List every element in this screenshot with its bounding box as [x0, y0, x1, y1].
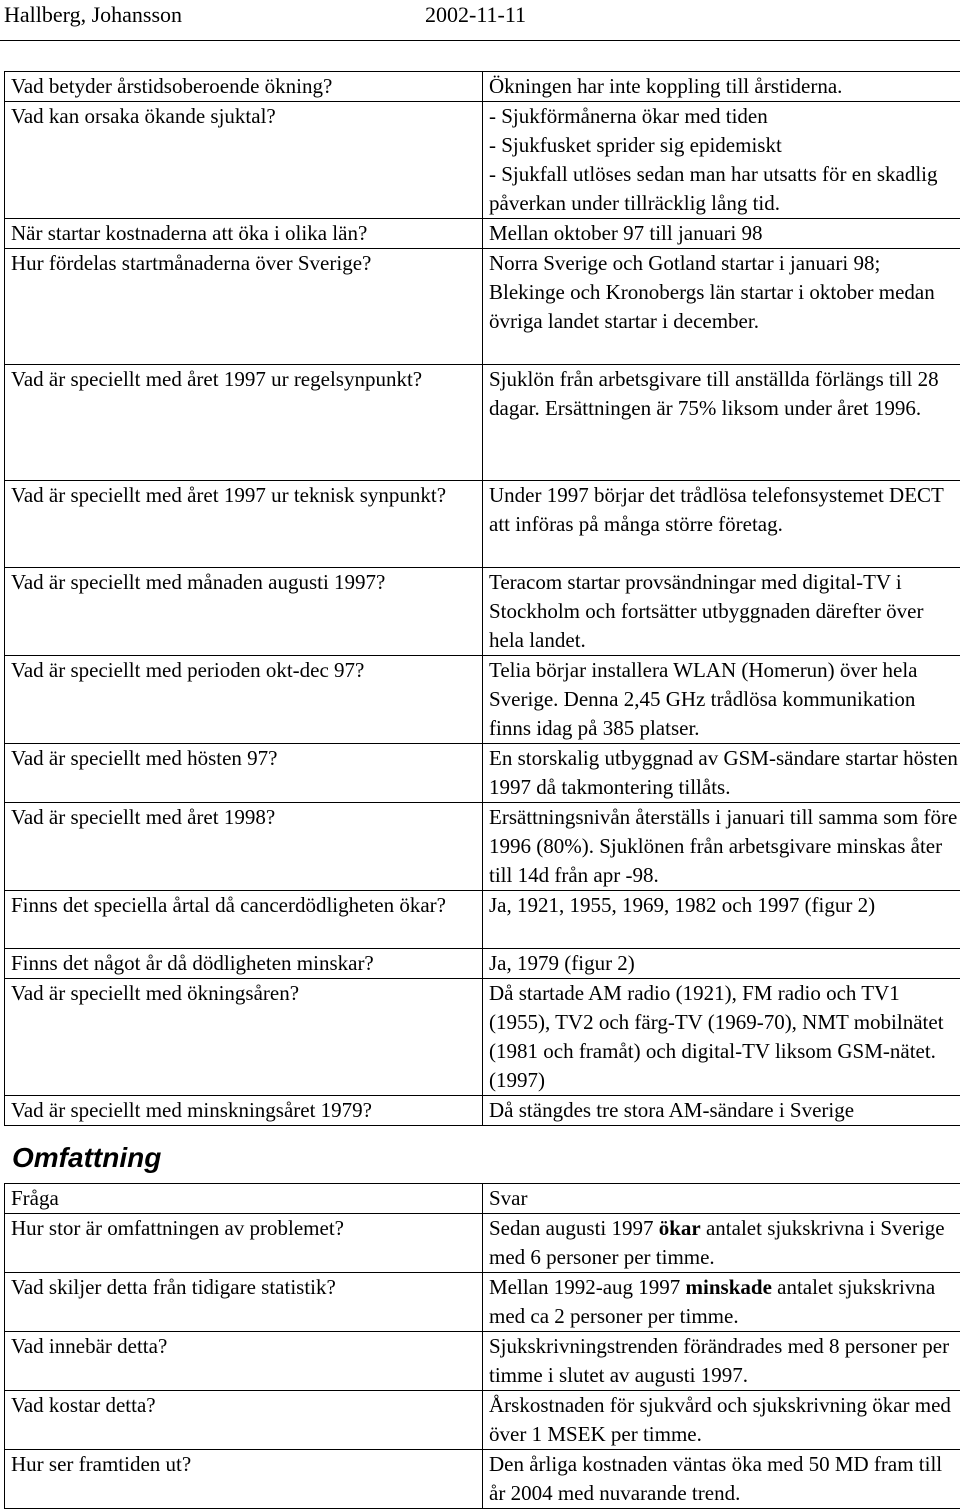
answer-cell: Mellan oktober 97 till januari 98	[483, 219, 960, 249]
table-row	[5, 1332, 960, 1391]
answer-cell: Under 1997 börjar det trådlösa telefonsystemet DECT att införas på många större företag.	[483, 481, 960, 568]
answer-text: antalet sjukskrivna i Sverige med 6 personer per timme.	[489, 1216, 945, 1269]
answer-text: Sedan augusti 1997	[489, 1216, 659, 1240]
answer-cell: Sjuklön från arbetsgivare till anställda förlängs till 28 dagar. Ersättningen är 75% liksom under året 1996.	[483, 365, 960, 481]
table-row	[5, 102, 960, 219]
answer-cell: Ökningen har inte koppling till årstiderna.	[483, 72, 960, 102]
answer-text: Den årliga kostnaden väntas öka med 50 MD fram till år 2004 med nuvarande trend.	[489, 1452, 942, 1505]
answer-cell: Ja, 1979 (figur 2)	[483, 949, 960, 979]
question-cell: Vad betyder årstidsoberoende ökning?	[5, 72, 483, 102]
question-cell: Vad är speciellt med månaden augusti 1997?	[5, 568, 483, 656]
answer-emphasis: ökar	[659, 1216, 701, 1240]
answer-cell: Ja, 1921, 1955, 1969, 1982 och 1997 (figur 2)	[483, 891, 960, 949]
header-rule	[0, 40, 960, 41]
question-cell: När startar kostnaderna att öka i olika län?	[5, 219, 483, 249]
question-cell: Vad är speciellt med året 1997 ur teknisk synpunkt?	[5, 481, 483, 568]
question-cell: Finns det något år då dödligheten minskar?	[5, 949, 483, 979]
table-row	[5, 1450, 960, 1509]
table-row	[5, 656, 960, 744]
table-row	[5, 1273, 960, 1332]
answer-cell: Teracom startar provsändningar med digital-TV i Stockholm och fortsätter utbyggnaden därefter över hela landet.	[483, 568, 960, 656]
table-row	[5, 72, 960, 102]
answer-cell	[483, 1332, 960, 1391]
table-row	[5, 1096, 960, 1126]
scope-table	[4, 1183, 960, 1509]
question-cell: Vad skiljer detta från tidigare statistik?	[5, 1273, 483, 1332]
header-cell-answer: Svar	[483, 1184, 960, 1214]
answer-text: Sjukskrivningstrenden förändrades med 8 personer per timme i slutet av augusti 1997.	[489, 1334, 949, 1387]
question-cell: Vad kan orsaka ökande sjuktal?	[5, 102, 483, 219]
table-row	[5, 365, 960, 481]
table-row	[5, 568, 960, 656]
question-cell: Hur stor är omfattningen av problemet?	[5, 1214, 483, 1273]
answer-cell: Då stängdes tre stora AM-sändare i Sverige	[483, 1096, 960, 1126]
question-cell: Hur fördelas startmånaderna över Sverige?	[5, 249, 483, 365]
qa-table	[4, 71, 960, 1126]
header-cell-question: Fråga	[5, 1184, 483, 1214]
question-cell: Vad är speciellt med perioden okt-dec 97?	[5, 656, 483, 744]
answer-text: Årskostnaden för sjukvård och sjukskrivning ökar med över 1 MSEK per timme.	[489, 1393, 951, 1446]
table-row	[5, 481, 960, 568]
answer-cell: En storskalig utbyggnad av GSM-sändare startar hösten 1997 då takmontering tillåts.	[483, 744, 960, 803]
scope-table-header-row	[5, 1184, 960, 1214]
answer-cell	[483, 1391, 960, 1450]
question-cell: Vad är speciellt med ökningsåren?	[5, 979, 483, 1096]
answer-text: Mellan 1992-aug 1997	[489, 1275, 686, 1299]
header-author: Hallberg, Johansson	[4, 2, 182, 28]
question-cell: Vad kostar detta?	[5, 1391, 483, 1450]
answer-cell: Ersättningsnivån återställs i januari till samma som före 1996 (80%). Sjuklönen från arbetsgivare minskas åter till 14d från apr -98.	[483, 803, 960, 891]
question-cell: Vad är speciellt med hösten 97?	[5, 744, 483, 803]
answer-cell: - Sjukförmånerna ökar med tiden - Sjukfusket sprider sig epidemiskt - Sjukfall utlöses sedan man har utsatts för en skadlig påverkan under tillräcklig lång tid.	[483, 102, 960, 219]
table-row	[5, 744, 960, 803]
question-cell: Vad är speciellt med året 1997 ur regelsynpunkt?	[5, 365, 483, 481]
table-row	[5, 219, 960, 249]
answer-cell	[483, 1214, 960, 1273]
question-cell: Vad innebär detta?	[5, 1332, 483, 1391]
question-cell: Finns det speciella årtal då cancerdödligheten ökar?	[5, 891, 483, 949]
answer-cell: Telia börjar installera WLAN (Homerun) över hela Sverige. Denna 2,45 GHz trådlösa kommunikation finns idag på 385 platser.	[483, 656, 960, 744]
answer-cell	[483, 1273, 960, 1332]
table-row	[5, 891, 960, 949]
table-row	[5, 803, 960, 891]
header-date: 2002-11-11	[425, 2, 526, 28]
question-cell: Hur ser framtiden ut?	[5, 1450, 483, 1509]
answer-emphasis: minskade	[686, 1275, 772, 1299]
answer-cell: Norra Sverige och Gotland startar i januari 98; Blekinge och Kronobergs län startar i oktober medan övriga landet startar i december.	[483, 249, 960, 365]
table-row	[5, 1214, 960, 1273]
answer-cell	[483, 1450, 960, 1509]
answer-text: antalet sjukskrivna med ca 2 personer per timme.	[489, 1275, 935, 1328]
table-row	[5, 949, 960, 979]
section-title: Omfattning	[12, 1140, 161, 1176]
question-cell: Vad är speciellt med minskningsåret 1979?	[5, 1096, 483, 1126]
table-row	[5, 979, 960, 1096]
question-cell: Vad är speciellt med året 1998?	[5, 803, 483, 891]
table-row	[5, 1391, 960, 1450]
page-header	[0, 0, 960, 40]
table-row	[5, 249, 960, 365]
answer-cell: Då startade AM radio (1921), FM radio och TV1 (1955), TV2 och färg-TV (1969-70), NMT mobilnätet (1981 och framåt) och digital-TV liksom GSM-nätet. (1997)	[483, 979, 960, 1096]
